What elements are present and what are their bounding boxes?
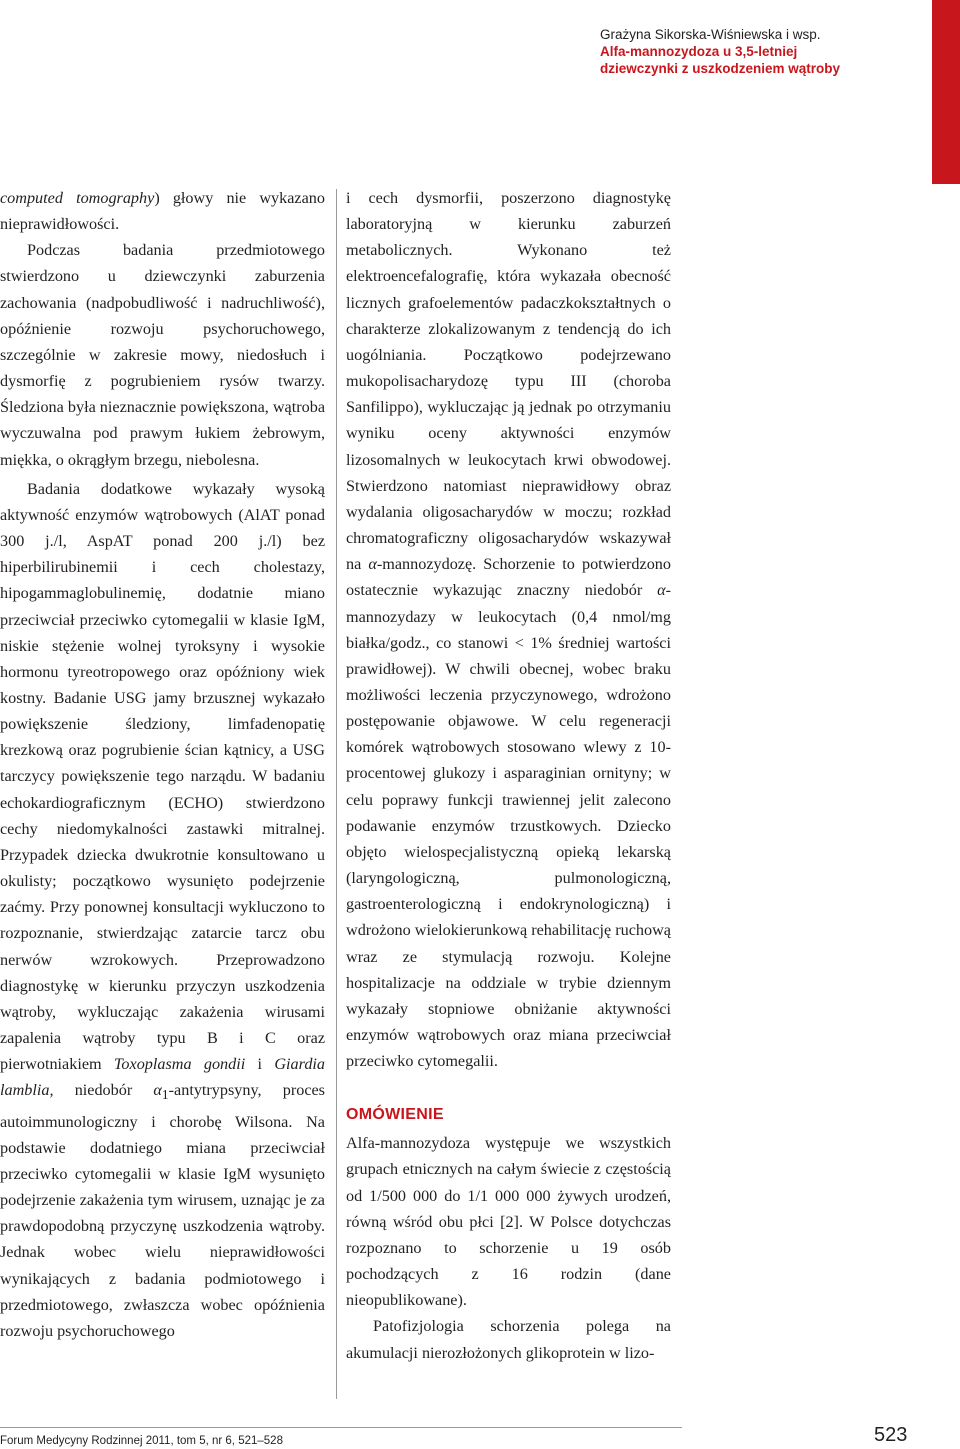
page-number: 523 xyxy=(874,1424,908,1446)
text-span: niedobór xyxy=(53,1081,154,1100)
right-paragraph-3: Patofizjologia schorzenia polega na akumulacji nierozłożonych glikoprotein w lizo- xyxy=(346,1317,671,1362)
running-head-authors: Grażyna Sikorska-Wiśniewska i wsp. xyxy=(600,27,821,42)
text-span: i xyxy=(245,1055,275,1074)
left-paragraph-1 xyxy=(0,185,325,237)
footer-journal-citation: Forum Medycyny Rodzinnej 2011, tom 5, nr 6, 521–528 xyxy=(0,1435,283,1447)
greek-alpha: α xyxy=(153,1081,162,1100)
right-column xyxy=(346,185,671,1366)
left-paragraph-3 xyxy=(0,476,325,1344)
italic-term: Toxoplasma gondii xyxy=(113,1055,246,1074)
running-head-title-line2: dziewczynki z uszkodzeniem wątroby xyxy=(600,61,841,76)
right-paragraph-1 xyxy=(346,185,671,1074)
text-span: -antytrypsyny, proces autoimmunologiczny i chorobę Wilsona. Na podstawie dodatniego miana przeciwciał przeciwko cytomegalii w klasie IgM wysunięto podejrzenie zakażenia tym wirusem, uznając je za prawdopodobną przyczynę uszkodzenia wątroby. Jednak wobec wielu nieprawidłowości wynikających z badania podmiotowego i przedmiotowego, zwłaszcza wobec opóźnienia rozwoju psychoruchowego xyxy=(0,1081,325,1340)
italic-term: Giardia lamblia, xyxy=(0,1055,326,1100)
running-head xyxy=(600,26,920,77)
red-edge-tab xyxy=(932,0,960,184)
footer-rule xyxy=(0,1427,682,1428)
running-head-title-line1: Alfa-mannozydoza u 3,5-letniej xyxy=(600,44,798,59)
text-span: -mannozydazy w leukocytach (0,4 nmol/mg białka/godz., co stanowi < 1% średniej wartości prawidłowej). W chwili obecnej, wobec braku możliwości leczenia przyczynowego, wdrożono postępowanie objawowe. W celu regeneracji komórek wątrobowych stosowano wlewy z 10-procentowej glukozy i asparaginian ornityny; w celu poprawy funkcji trawiennej jelit zalecono podawanie enzymów trzustkowych. Dziecko objęto wielospecjalistyczną opieką lekarską (laryngologiczną, pulmonologiczną, gastroenterologiczną i endokrynologiczną) i wdrożono wielokierunkową rehabilitację ruchową wraz ze stymulacją rozwoju. Kolejne hospitalizacje na oddziale w trybie dziennym wykazały stopniowe obniżanie aktywności enzymów wątrobowych oraz miana przeciwciał przeciwko cytomegalii. xyxy=(346,581,671,1071)
text-span: -mannozydozę. Schorzenie to potwierdzono ostatecznie wykazując znaczny niedobór xyxy=(346,555,671,600)
left-column xyxy=(0,185,325,1344)
right-paragraph-2: Alfa-mannozydoza występuje we wszystkich grupach etnicznych na całym świecie z częstością od 1/500 000 do 1/1 000 000 żywych urodzeń, równą wśród obu płci [2]. W Polsce dotychczas rozpoznano to schorzenie u 19 osób pochodzących z 16 rodzin (dane nieopublikowane). xyxy=(346,1134,671,1310)
text-span: Badania dodatkowe wykazały wysoką aktywność enzymów wątrobowych (AlAT ponad 300 j./l, AspAT ponad 200 j./l) bez hiperbilirubinemii i cech cholestazy, hipogammaglobulinemię, dodatnie miano przeciwciał przeciwko cytomegalii w klasie IgM, niskie stężenie wolnej tyroksyny i wysokie hormonu tyreotropowego oraz opóźniony wiek kostny. Badanie USG jamy brzusznej wykazało powiększenie śledziony, limfadenopatię krezkową oraz pogrubienie ścian kątnicy, a USG tarczycy powiększenie tego narządu. W badaniu echokardiograficznym (ECHO) stwierdzono cechy niedomykalności zastawki mitralnej. Przypadek dziecka dwukrotnie konsultowano u okulisty; początkowo wysunięto podejrzenie zaćmy. Przy ponownej konsultacji wykluczono to rozpoznanie, stwierdzając zatarcie tarcz obu nerwów wzrokowych. Przeprowadzono diagnostykę w kierunku przyczyn uszkodzenia wątroby, wykluczając zakażenia wirusami zapalenia wątroby typu B i C oraz pierwotniakiem xyxy=(0,479,325,1074)
greek-alpha: α xyxy=(368,555,377,574)
left-paragraph-2: Podczas badania przedmiotowego stwierdzono u dziewczynki zaburzenia zachowania (nadpobudliwość i nadruchliwość), opóźnienie rozwoju psychoruchowego, szczególnie w zakresie mowy, niedosłuch i dysmorfię z pogrubieniem rysów twarzy. Śledziona była nieznacznie powiększona, wątroba wyczuwalna pod prawym łukiem żebrowym, miękka, o okrągłym brzegu, niebolesna. xyxy=(0,241,325,469)
text-span: i cech dysmorfii, poszerzono diagnostykę laboratoryjną w kierunku zaburzeń metabolicznych. Wykonano też elektroencefalografię, która wykazała obecność licznych grafoelementów padaczkokształtnych o charakterze zlokalizowanym z tendencją do ich uogólniania. Początkowo podejrzewano mukopolisacharydozę typu III (choroba Sanfilippo), wykluczając ją jednak po otrzymaniu wyniku oceny aktywności enzymów lizosomalnych w leukocytach krwi obwodowej. Stwierdzono natomiast nieprawidłowy obraz wydalania oligosacharydów w moczu; rozkład chromatograficzny oligosacharydów wskazywał na xyxy=(346,189,671,574)
section-heading: OMÓWIENIE xyxy=(346,1106,444,1124)
greek-alpha: α xyxy=(657,581,666,600)
italic-term: computed tomography xyxy=(0,189,155,207)
text-span: ) głowy nie wykazano nieprawidłowości. xyxy=(0,189,325,234)
subscript: 1 xyxy=(161,1087,169,1103)
